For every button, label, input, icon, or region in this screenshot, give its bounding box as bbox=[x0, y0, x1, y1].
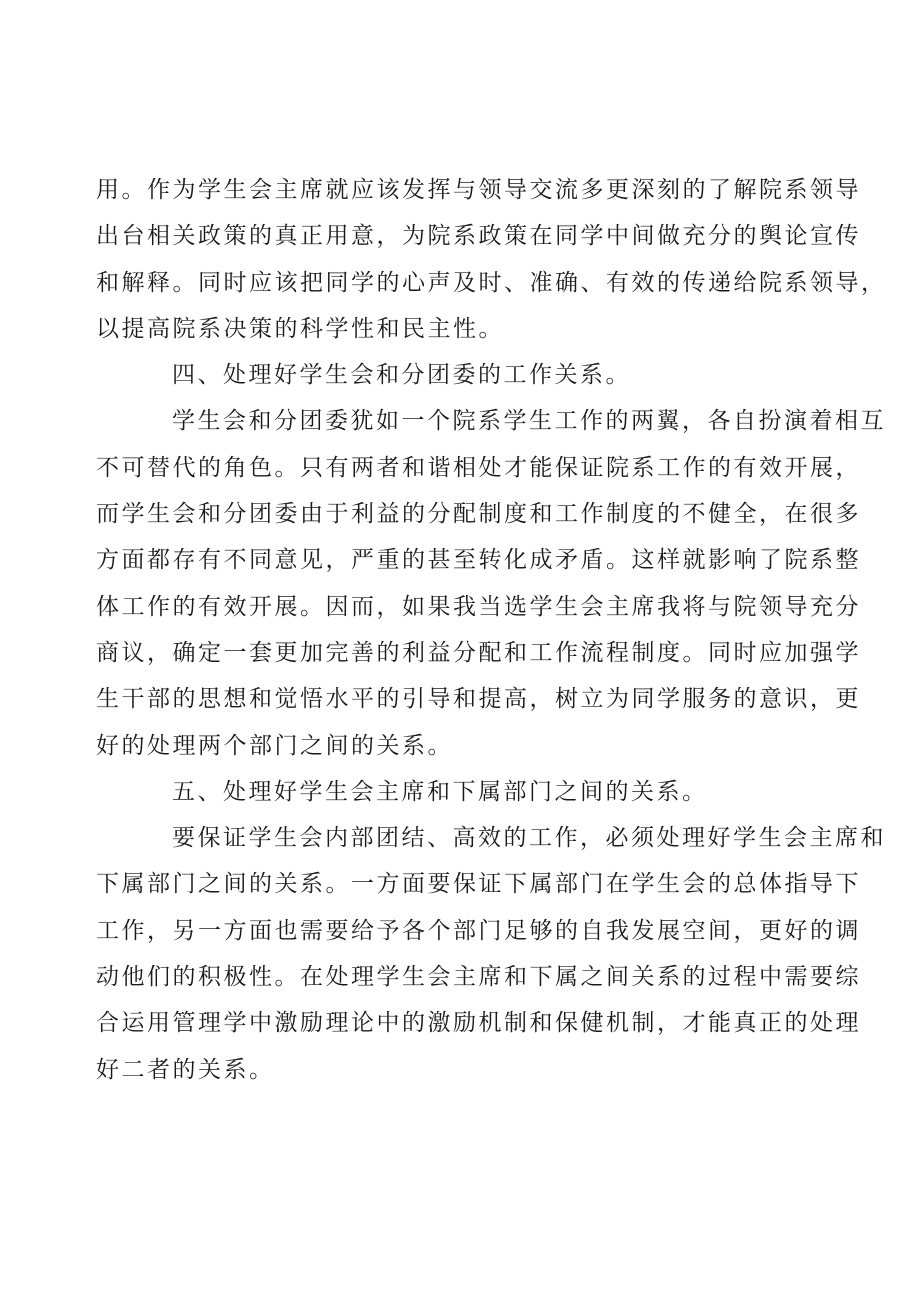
paragraph-line: 合运用管理学中激励理论中的激励机制和保健机制，才能真正的处理 bbox=[96, 1010, 861, 1037]
paragraph-line: 体工作的有效开展。因而，如果我当选学生会主席我将与院领导充分 bbox=[96, 593, 861, 620]
section-heading-five: 五、处理好学生会主席和下属部门之间的关系。 bbox=[172, 778, 708, 805]
paragraph-line: 以提高院系决策的科学性和民主性。 bbox=[96, 315, 504, 342]
section-heading-four: 四、处理好学生会和分团委的工作关系。 bbox=[172, 362, 631, 389]
paragraph-line: 用。作为学生会主席就应该发挥与领导交流多更深刻的了解院系领导 bbox=[96, 177, 861, 203]
paragraph-line: 而学生会和分团委由于利益的分配制度和工作制度的不健全，在很多 bbox=[96, 501, 861, 528]
paragraph-line: 要保证学生会内部团结、高效的工作，必须处理好学生会主席和 bbox=[172, 825, 886, 852]
paragraph-line: 好二者的关系。 bbox=[96, 1056, 275, 1083]
paragraph-line: 好的处理两个部门之间的关系。 bbox=[96, 732, 453, 759]
paragraph-line: 方面都存有不同意见，严重的甚至转化成矛盾。这样就影响了院系整 bbox=[96, 547, 861, 574]
paragraph-line: 出台相关政策的真正用意，为院系政策在同学中间做充分的舆论宣传 bbox=[96, 223, 861, 250]
paragraph-line: 动他们的积极性。在处理学生会主席和下属之间关系的过程中需要综 bbox=[96, 964, 861, 991]
paragraph-line: 学生会和分团委犹如一个院系学生工作的两翼，各自扮演着相互 bbox=[172, 408, 886, 435]
paragraph-line: 生干部的思想和觉悟水平的引导和提高，树立为同学服务的意识，更 bbox=[96, 686, 861, 713]
paragraph-line: 不可替代的角色。只有两者和谐相处才能保证院系工作的有效开展， bbox=[96, 454, 861, 481]
paragraph-line: 工作，另一方面也需要给予各个部门足够的自我发展空间，更好的调 bbox=[96, 917, 861, 944]
paragraph-line: 和解释。同时应该把同学的心声及时、准确、有效的传递给院系领导， bbox=[96, 269, 887, 296]
paragraph-line: 下属部门之间的关系。一方面要保证下属部门在学生会的总体指导下 bbox=[96, 871, 861, 898]
paragraph-line: 商议，确定一套更加完善的利益分配和工作流程制度。同时应加强学 bbox=[96, 639, 861, 666]
document-body bbox=[96, 167, 887, 1093]
